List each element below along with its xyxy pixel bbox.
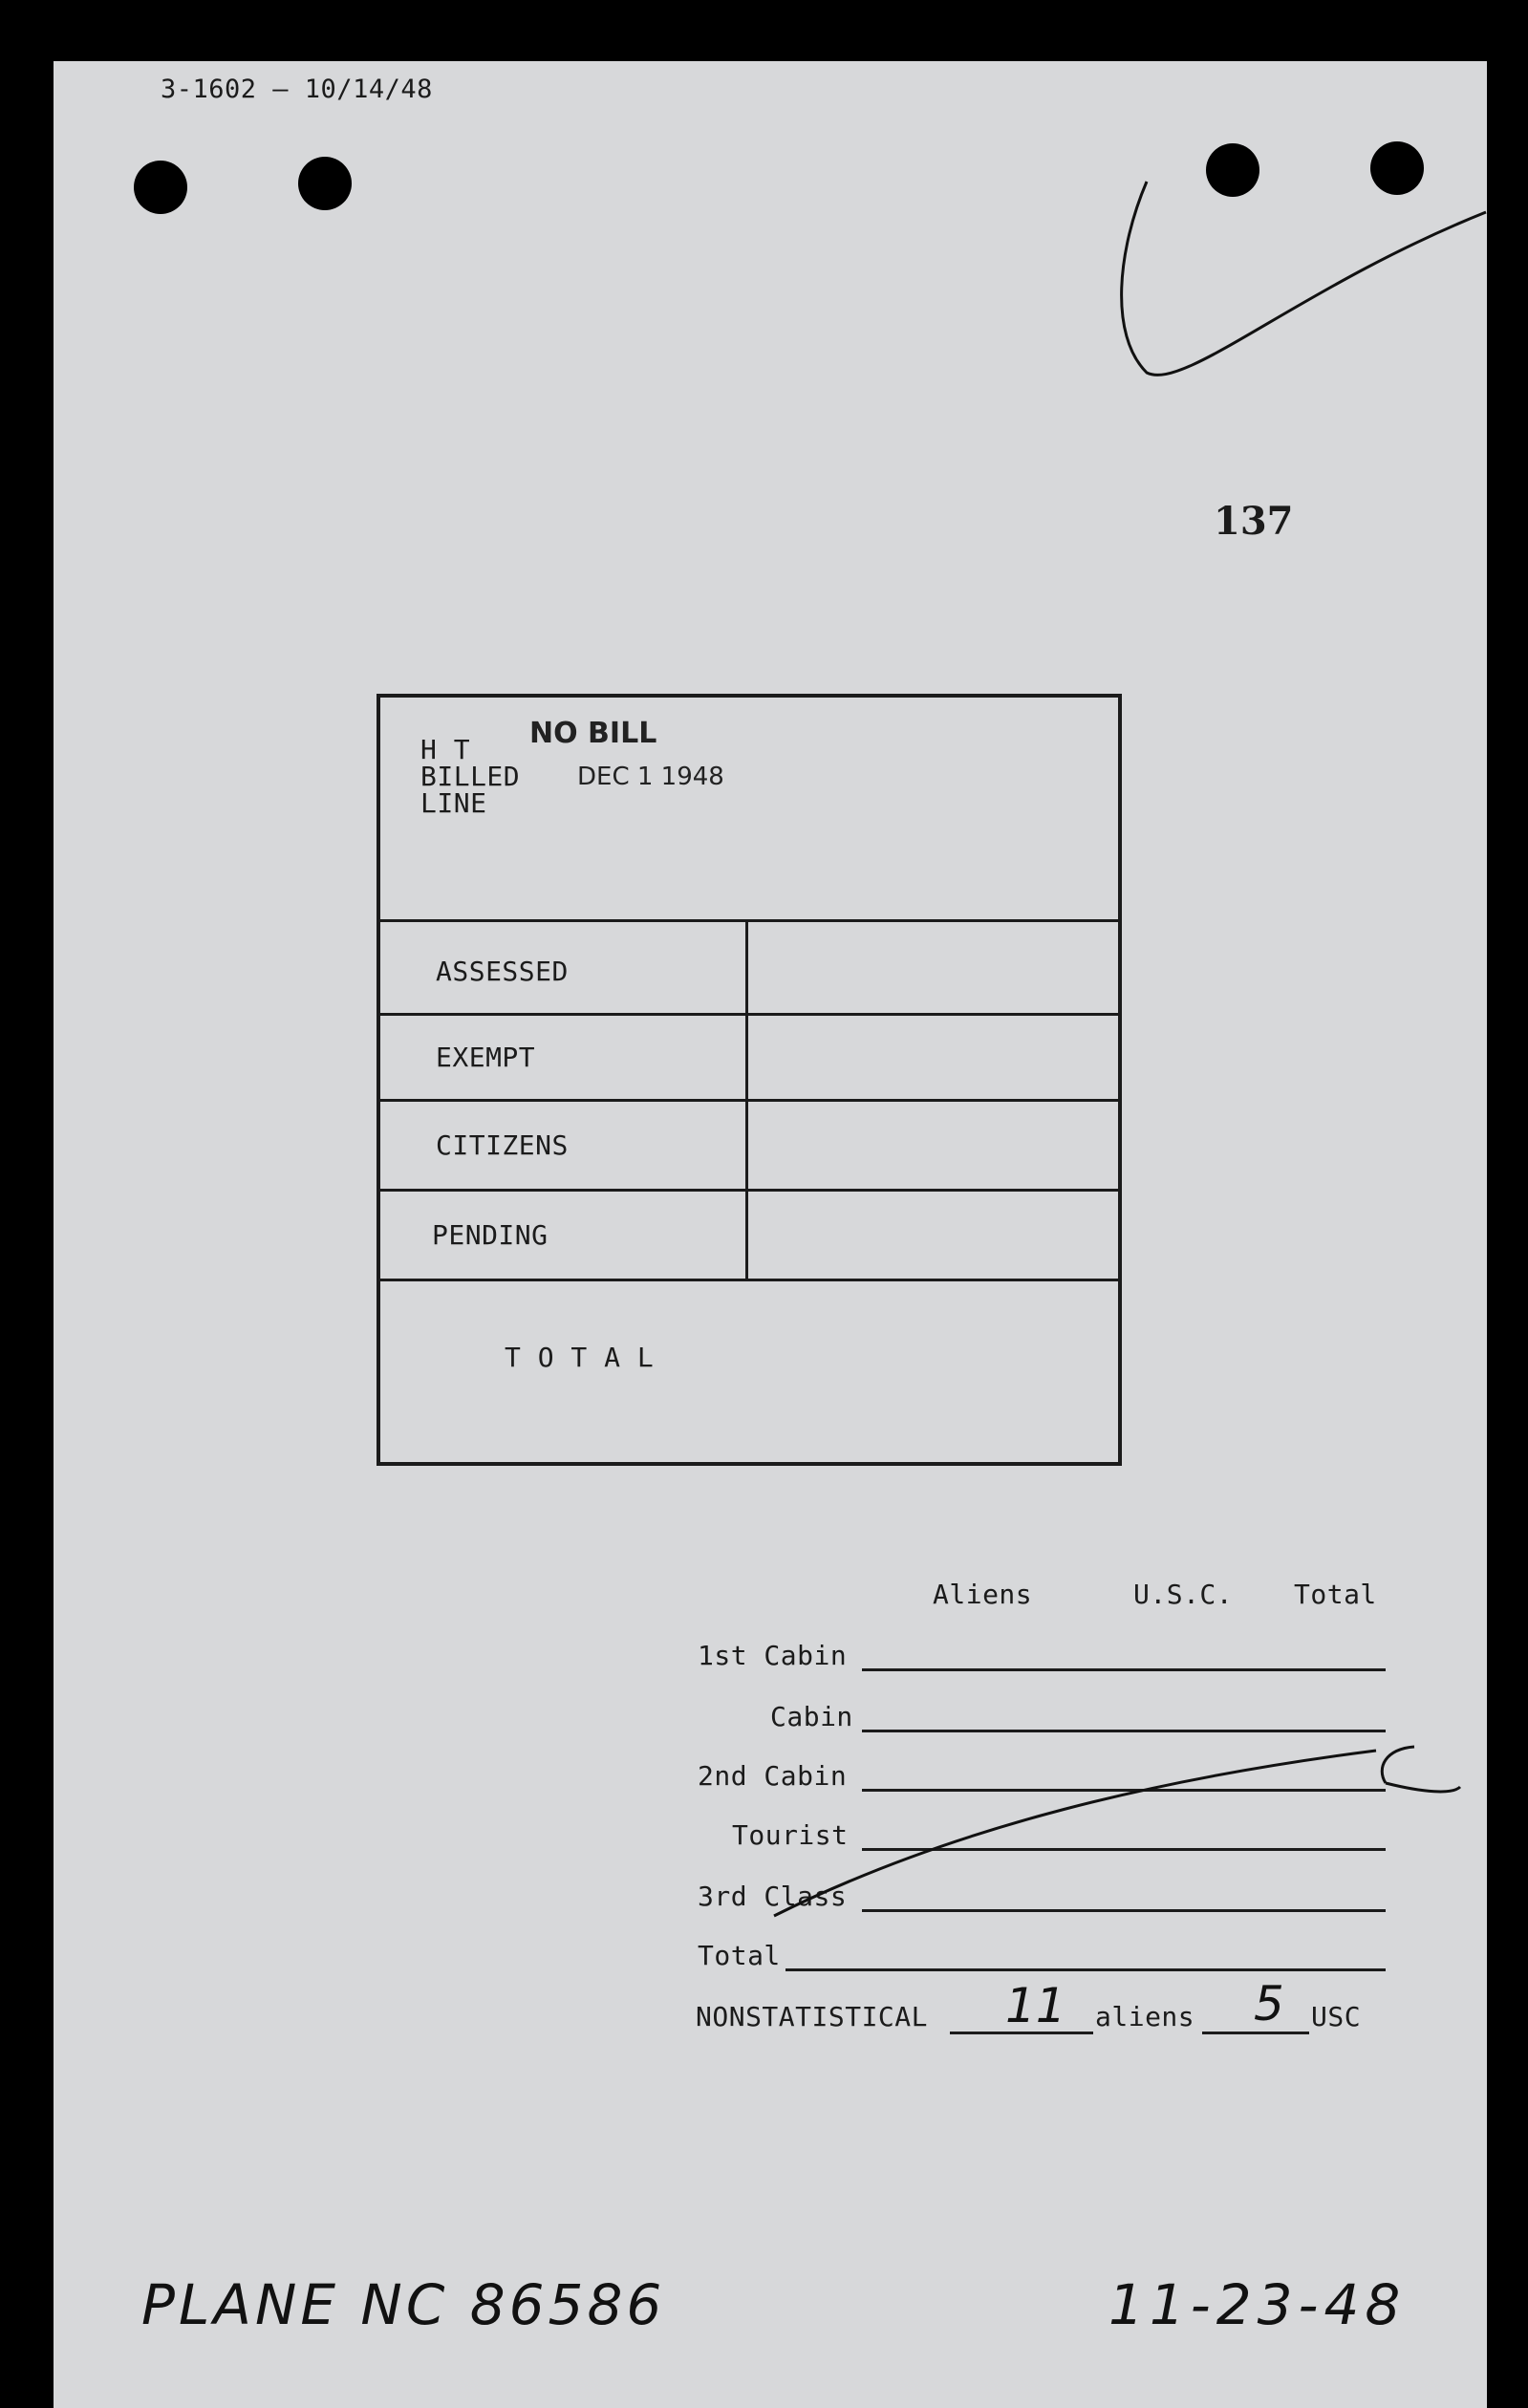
- nonstat-aliens-value: 11: [1005, 1978, 1066, 2033]
- punch-hole: [134, 161, 187, 214]
- nonstat-usc-label: USC: [1311, 2001, 1362, 2032]
- tally-row-total: Total: [698, 1940, 781, 1971]
- divider: [380, 1189, 1118, 1192]
- strike-mark-icon: [764, 1739, 1472, 1930]
- divider: [380, 1013, 1118, 1016]
- handwritten-plane: PLANE NC 86586: [141, 2272, 666, 2337]
- column-divider: [745, 919, 748, 1280]
- fill-line: [786, 1968, 1386, 1971]
- tally-row-3rd-class: 3rd Class: [698, 1881, 848, 1912]
- handwritten-date: 11-23-48: [1108, 2272, 1407, 2337]
- row-label-citizens: CITIZENS: [436, 1129, 569, 1161]
- total-label: T O T A L: [505, 1342, 655, 1373]
- punch-hole: [298, 157, 352, 210]
- fill-line: [1202, 2032, 1309, 2034]
- fill-line: [862, 1730, 1386, 1732]
- form-number: 3-1602 — 10/14/48: [161, 75, 433, 104]
- page-number: 137: [1214, 499, 1294, 544]
- row-label-exempt: EXEMPT: [436, 1042, 536, 1073]
- col-header-aliens: Aliens: [933, 1579, 1033, 1610]
- nonstat-aliens-label: aliens: [1095, 2001, 1195, 2032]
- card-line-billed: BILLED: [420, 761, 521, 792]
- nonstat-label: NONSTATISTICAL: [696, 2001, 929, 2032]
- divider: [380, 1099, 1118, 1102]
- col-header-usc: U.S.C.: [1133, 1579, 1234, 1610]
- row-label-assessed: ASSESSED: [436, 956, 569, 987]
- divider: [380, 1279, 1118, 1281]
- nonstat-usc-value: 5: [1254, 1976, 1284, 2032]
- check-mark-icon: [1108, 172, 1491, 392]
- card-line-line: LINE: [420, 787, 487, 819]
- tally-row-tourist: Tourist: [732, 1819, 849, 1851]
- fill-line: [862, 1668, 1386, 1671]
- date-stamp: DEC 1 1948: [577, 763, 724, 791]
- card-line-ht: H T: [420, 734, 471, 765]
- row-label-pending: PENDING: [432, 1219, 549, 1251]
- tally-row-cabin: Cabin: [770, 1701, 853, 1732]
- no-bill-stamp: NO BILL: [529, 717, 657, 750]
- tally-row-2nd-cabin: 2nd Cabin: [698, 1760, 848, 1792]
- billing-card: [377, 694, 1122, 1466]
- tally-row-1st-cabin: 1st Cabin: [698, 1640, 848, 1671]
- divider: [380, 919, 1118, 922]
- col-header-total: Total: [1294, 1579, 1377, 1610]
